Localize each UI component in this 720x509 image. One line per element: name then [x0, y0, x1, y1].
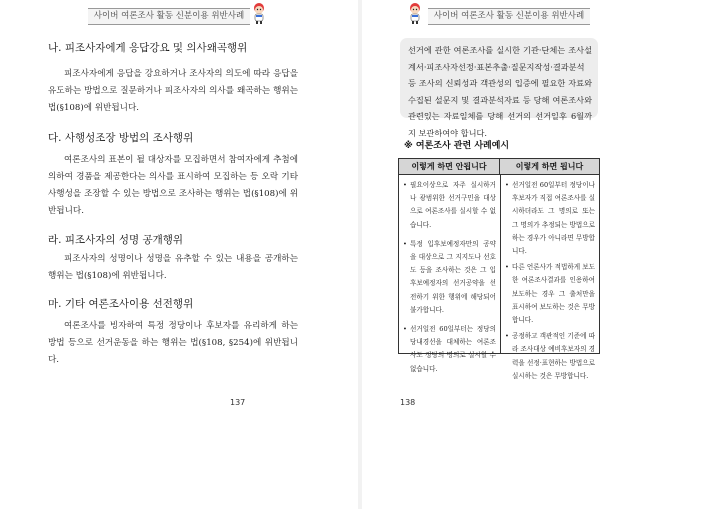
left-page — [0, 0, 358, 509]
bullet-icon: • — [505, 181, 509, 189]
section-text-e: 여론조사를 빙자하여 특정 정당이나 후보자를 유리하게 하는 방법 등으로 선거운동을 하는 행위는 법(§108, §254)에 위반됩니다. — [48, 321, 298, 365]
not-allowed-item: • 특정 입후보예정자만의 공약을 대상으로 그 지지도나 선호도 등을 조사하는 것은 그 입후보예정자의 선거공약을 선전하기 위한 행위에 해당되어 불가합니다. — [403, 239, 496, 314]
running-header: 사이버 여론조사 활동 신분이용 위반사례 — [88, 8, 250, 25]
examples-title: ※ 여론조사 관련 사례예시 — [404, 141, 510, 151]
mascot-icon — [406, 2, 424, 24]
page-number: 138 — [400, 398, 416, 407]
bullet-icon: • — [505, 332, 509, 341]
column-divider — [500, 159, 501, 353]
retention-note-box: 선거에 관한 여론조사를 실시한 기관·단체는 조사설계서·피조사자선정·표본추출·질문지작성·결과분석 등 조사의 신뢰성과 객관성의 입증에 필요한 자료와 수집된 설문지 및 결과분석자료 등 당해 여론조사와 관련있는 자료일체를 당해 선거의 선거일후 6월까지 보관하여야 합니다. — [400, 38, 598, 118]
page-number: 137 — [230, 398, 246, 407]
allowed-item: • 공정하고 객관적인 기준에 따라 조사대상 예비후보자의 경력을 선정·표현하는 방법으로 실시하는 것은 무방합니다. — [505, 332, 595, 380]
bullet-icon: • — [505, 263, 509, 272]
allowed-column — [505, 179, 595, 380]
not-allowed-column — [403, 179, 496, 373]
allowed-item: • 선거일전 60일부터 정당이나 후보자가 직접 여론조사를 실시하더라도 그 명의로 또는 그 명의가 추정되는 방법으로 하는 경우가 아니라면 무방합니다. — [505, 181, 595, 256]
bullet-icon: • — [403, 239, 407, 248]
section-title-b: 나. 피조사자에게 응답강요 및 의사왜곡행위 — [48, 42, 248, 54]
not-allowed-item: • 선거일전 60일부터는 정당의 당내경선을 대체하는 여론조사도 정당의 명의로 실시할 수 없습니다. — [403, 325, 496, 373]
mascot-icon — [250, 2, 268, 24]
header-not-allowed: 이렇게 하면 안됩니다 — [399, 159, 500, 175]
section-text-d: 피조사자의 성명이나 성명을 유추할 수 있는 내용을 공개하는 행위는 법(§108)에 위반됩니다. — [48, 254, 298, 281]
running-header: 사이버 여론조사 활동 신분이용 위반사례 — [428, 8, 590, 25]
section-text-c: 여론조사의 표본이 될 대상자를 모집하면서 참여자에게 추첨에 의하여 경품을 제공한다는 의사를 표시하여 모집하는 등 오락 기타 사행성을 조장할 수 있는 방법으로 조사하는 행위는 법(§108)에 위반됩니다. — [48, 155, 298, 216]
section-title-e: 마. 기타 여론조사이용 선전행위 — [48, 298, 194, 310]
section-text-b: 피조사자에게 응답을 강요하거나 조사자의 의도에 따라 응답을 유도하는 방법으로 질문하거나 피조사자의 의사를 왜곡하는 행위는 법(§108)에 위반됩니다. — [48, 69, 298, 113]
allowed-item: • 다른 언론사가 적법하게 보도한 여론조사결과를 인용하여 보도하는 경우 그 출처만을 표시하여 보도하는 것은 무방합니다. — [505, 263, 595, 325]
section-title-c: 다. 사행성조장 방법의 조사행위 — [48, 132, 194, 144]
not-allowed-item: • 필요이상으로 자주 실시하거나 광범위한 선거구민을 대상으로 여론조사를 실시할 수 없습니다. — [403, 181, 496, 229]
section-title-d: 라. 피조사자의 성명 공개행위 — [48, 234, 184, 246]
bullet-icon: • — [403, 325, 407, 334]
examples-table — [398, 158, 600, 380]
right-page — [362, 0, 720, 509]
bullet-icon: • — [403, 181, 407, 189]
header-allowed: 이렇게 하면 됩니다 — [500, 159, 599, 175]
